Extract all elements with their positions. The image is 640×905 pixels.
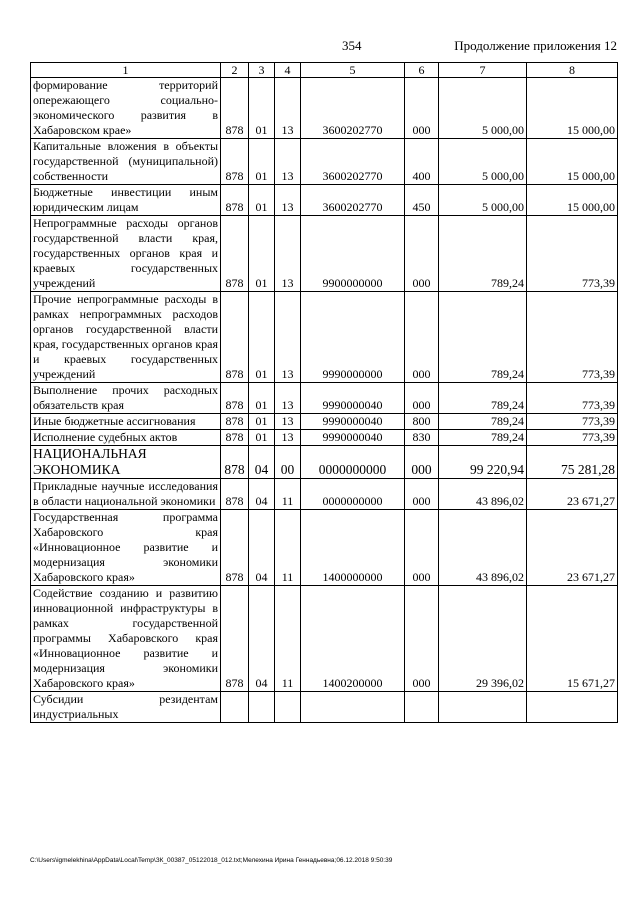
column-header: 8 bbox=[527, 63, 618, 78]
admin-code: 878 bbox=[221, 479, 249, 510]
table-row bbox=[31, 692, 618, 723]
section-code: 04 bbox=[249, 586, 275, 692]
target-article: 9990000040 bbox=[301, 430, 405, 446]
amount-year-1: 5 000,00 bbox=[439, 78, 527, 139]
subsection-code: 13 bbox=[275, 185, 301, 216]
expense-type: 000 bbox=[405, 383, 439, 414]
amount-year-2: 773,39 bbox=[527, 292, 618, 383]
table-row bbox=[31, 139, 618, 185]
table-row-section bbox=[31, 446, 618, 479]
amount-year-2: 23 671,27 bbox=[527, 510, 618, 586]
row-name: Государственная программа Хабаровского края «Инновационное развитие и модернизация экономики Хабаровского края» bbox=[31, 510, 221, 586]
amount-year-1: 789,24 bbox=[439, 383, 527, 414]
table-row bbox=[31, 430, 618, 446]
subsection-code: 11 bbox=[275, 586, 301, 692]
target-article bbox=[301, 692, 405, 723]
row-name: Бюджетные инвестиции иным юридическим лицам bbox=[31, 185, 221, 216]
amount-year-1: 789,24 bbox=[439, 414, 527, 430]
subsection-code: 13 bbox=[275, 78, 301, 139]
amount-year-1: 789,24 bbox=[439, 430, 527, 446]
expense-type: 830 bbox=[405, 430, 439, 446]
expense-type: 000 bbox=[405, 292, 439, 383]
table-row bbox=[31, 586, 618, 692]
section-code: 01 bbox=[249, 383, 275, 414]
table-header-row bbox=[31, 63, 618, 78]
target-article: 3600202770 bbox=[301, 78, 405, 139]
table-row bbox=[31, 510, 618, 586]
admin-code: 878 bbox=[221, 510, 249, 586]
row-name: формирование территорий опережающего социально-экономического развития в Хабаровском крае» bbox=[31, 78, 221, 139]
target-article: 3600202770 bbox=[301, 139, 405, 185]
column-header: 6 bbox=[405, 63, 439, 78]
expense-type: 000 bbox=[405, 510, 439, 586]
expense-type: 000 bbox=[405, 479, 439, 510]
amount-year-1: 5 000,00 bbox=[439, 185, 527, 216]
section-code: 01 bbox=[249, 139, 275, 185]
expense-type: 000 bbox=[405, 216, 439, 292]
target-article: 1400200000 bbox=[301, 586, 405, 692]
amount-year-1 bbox=[439, 692, 527, 723]
subsection-code: 00 bbox=[275, 446, 301, 479]
page-number: 354 bbox=[342, 38, 362, 53]
admin-code bbox=[221, 692, 249, 723]
section-code: 04 bbox=[249, 479, 275, 510]
amount-year-2: 75 281,28 bbox=[527, 446, 618, 479]
amount-year-2: 15 000,00 bbox=[527, 78, 618, 139]
target-article: 9900000000 bbox=[301, 216, 405, 292]
admin-code: 878 bbox=[221, 446, 249, 479]
continuation-label: Продолжение приложения 12 bbox=[454, 38, 617, 53]
subsection-code: 11 bbox=[275, 479, 301, 510]
admin-code: 878 bbox=[221, 185, 249, 216]
admin-code: 878 bbox=[221, 292, 249, 383]
amount-year-2: 15 671,27 bbox=[527, 586, 618, 692]
section-code: 01 bbox=[249, 292, 275, 383]
subsection-code bbox=[275, 692, 301, 723]
expense-type: 000 bbox=[405, 78, 439, 139]
expense-type bbox=[405, 692, 439, 723]
subsection-code: 13 bbox=[275, 139, 301, 185]
file-path-footer: C:\Users\igmelekhina\AppData\Local\Temp\ЗК_00387_05122018_012.txt;Мелехина Ирина Геннадьевна;06.12.2018 9:50:39 bbox=[30, 857, 393, 864]
amount-year-2: 773,39 bbox=[527, 383, 618, 414]
table-row bbox=[31, 414, 618, 430]
target-article: 9990000000 bbox=[301, 292, 405, 383]
amount-year-2: 773,39 bbox=[527, 430, 618, 446]
target-article: 0000000000 bbox=[301, 479, 405, 510]
amount-year-2: 15 000,00 bbox=[527, 139, 618, 185]
admin-code: 878 bbox=[221, 139, 249, 185]
section-code: 04 bbox=[249, 446, 275, 479]
row-name: Непрограммные расходы органов государственной власти края, государственных органов края и краевых государственных учреждений bbox=[31, 216, 221, 292]
amount-year-2: 773,39 bbox=[527, 414, 618, 430]
expense-type: 450 bbox=[405, 185, 439, 216]
amount-year-1: 43 896,02 bbox=[439, 510, 527, 586]
table-row bbox=[31, 216, 618, 292]
amount-year-1: 43 896,02 bbox=[439, 479, 527, 510]
admin-code: 878 bbox=[221, 383, 249, 414]
amount-year-2: 773,39 bbox=[527, 216, 618, 292]
section-code: 01 bbox=[249, 430, 275, 446]
amount-year-1: 789,24 bbox=[439, 216, 527, 292]
section-code: 01 bbox=[249, 78, 275, 139]
subsection-code: 13 bbox=[275, 430, 301, 446]
admin-code: 878 bbox=[221, 78, 249, 139]
amount-year-2: 23 671,27 bbox=[527, 479, 618, 510]
section-code: 01 bbox=[249, 216, 275, 292]
admin-code: 878 bbox=[221, 216, 249, 292]
expense-type: 800 bbox=[405, 414, 439, 430]
target-article: 1400000000 bbox=[301, 510, 405, 586]
row-name: Иные бюджетные ассигнования bbox=[31, 414, 221, 430]
subsection-code: 13 bbox=[275, 216, 301, 292]
subsection-code: 13 bbox=[275, 414, 301, 430]
column-header: 3 bbox=[249, 63, 275, 78]
row-name: НАЦИОНАЛЬНАЯ ЭКОНОМИКА bbox=[31, 446, 221, 479]
column-header: 7 bbox=[439, 63, 527, 78]
target-article: 0000000000 bbox=[301, 446, 405, 479]
target-article: 3600202770 bbox=[301, 185, 405, 216]
row-name: Прикладные научные исследования в области национальной экономики bbox=[31, 479, 221, 510]
table-row bbox=[31, 292, 618, 383]
row-name: Субсидии резидентам индустриальных bbox=[31, 692, 221, 723]
column-header: 1 bbox=[31, 63, 221, 78]
target-article: 9990000040 bbox=[301, 383, 405, 414]
admin-code: 878 bbox=[221, 586, 249, 692]
expense-type: 000 bbox=[405, 586, 439, 692]
row-name: Выполнение прочих расходных обязательств края bbox=[31, 383, 221, 414]
section-code bbox=[249, 692, 275, 723]
column-header: 5 bbox=[301, 63, 405, 78]
table-row bbox=[31, 185, 618, 216]
column-header: 4 bbox=[275, 63, 301, 78]
subsection-code: 13 bbox=[275, 383, 301, 414]
subsection-code: 11 bbox=[275, 510, 301, 586]
subsection-code: 13 bbox=[275, 292, 301, 383]
expense-type: 400 bbox=[405, 139, 439, 185]
table-row bbox=[31, 383, 618, 414]
section-code: 04 bbox=[249, 510, 275, 586]
amount-year-1: 99 220,94 bbox=[439, 446, 527, 479]
row-name: Содействие созданию и развитию инновационной инфраструктуры в рамках государственной программы Хабаровского края «Инновационное развитие и модернизация экономики Хабаровского края» bbox=[31, 586, 221, 692]
row-name: Капитальные вложения в объекты государственной (муниципальной) собственности bbox=[31, 139, 221, 185]
amount-year-2 bbox=[527, 692, 618, 723]
amount-year-1: 29 396,02 bbox=[439, 586, 527, 692]
amount-year-1: 789,24 bbox=[439, 292, 527, 383]
row-name: Прочие непрограммные расходы в рамках непрограммных расходов органов государственной власти края, государственных органов края и краевых государственных учреждений bbox=[31, 292, 221, 383]
target-article: 9990000040 bbox=[301, 414, 405, 430]
amount-year-2: 15 000,00 bbox=[527, 185, 618, 216]
amount-year-1: 5 000,00 bbox=[439, 139, 527, 185]
table-row bbox=[31, 479, 618, 510]
admin-code: 878 bbox=[221, 414, 249, 430]
column-header: 2 bbox=[221, 63, 249, 78]
table-row bbox=[31, 78, 618, 139]
section-code: 01 bbox=[249, 414, 275, 430]
section-code: 01 bbox=[249, 185, 275, 216]
expense-type: 000 bbox=[405, 446, 439, 479]
admin-code: 878 bbox=[221, 430, 249, 446]
budget-table bbox=[30, 62, 618, 723]
row-name: Исполнение судебных актов bbox=[31, 430, 221, 446]
